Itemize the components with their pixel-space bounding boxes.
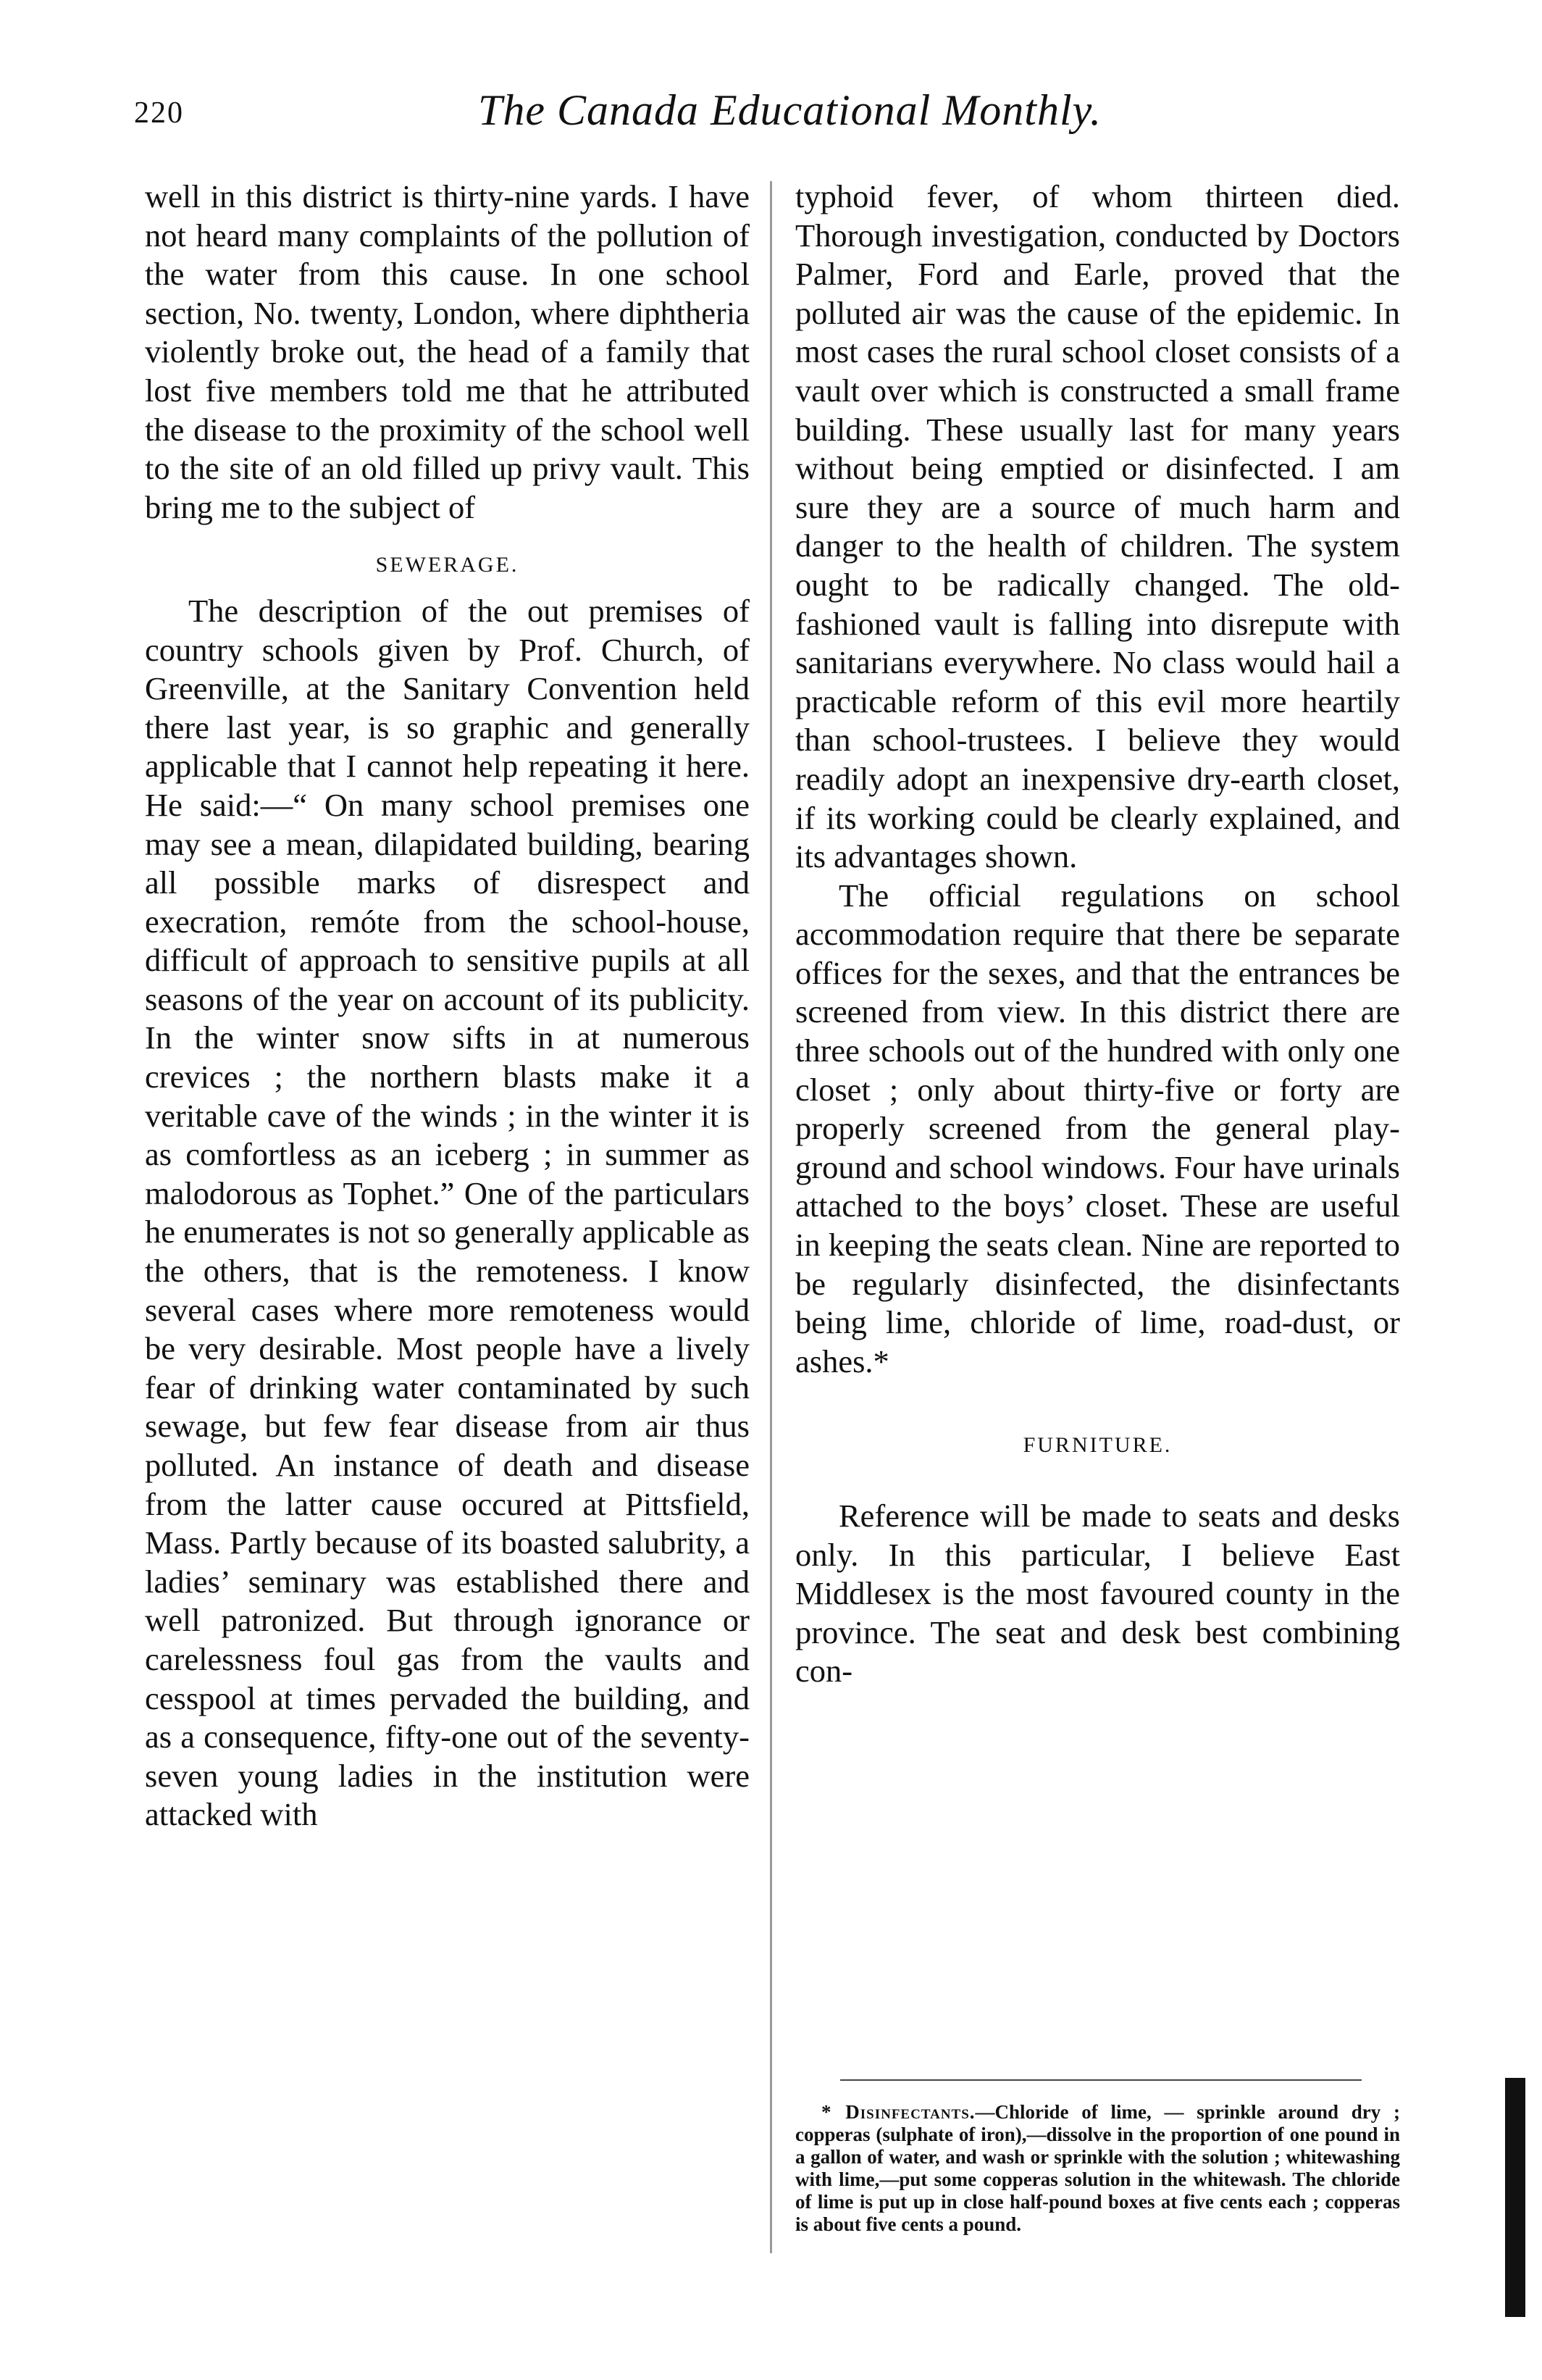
paragraph: well in this district is thirty-nine yards. I have not heard many complaints of the pollution of the water from this cause. In one school section, No. twenty, London, where diphtheria violently broke out, the head of a family that lost five members told me that he attributed the disease to the proximity of the school well to the site of an old filled up privy vault. This bring me to the subject of <box>145 178 750 525</box>
footnote <box>795 2101 1400 2236</box>
paragraph: typhoid fever, of whom thirteen died. Thorough investigation, conducted by Doctors Palmer, Ford and Earle, proved that the polluted air was the cause of the epidemic. In most cases the rural school closet consists of a vault over which is constructed a small frame building. These usually last for many years without being emptied or disinfected. I am sure they are a source of much harm and danger to the health of children. The system ought to be radically changed. The old-fashioned vault is falling into disrepute with sanitarians everywhere. No class would hail a practicable reform of this evil more heartily than school-trustees. I believe they would readily adopt an inexpensive dry-earth closet, if its working could be clearly explained, and its advantages shown. <box>795 178 1400 875</box>
footnote-lead: * Disinfectants. <box>821 2101 976 2123</box>
paragraph: The description of the out premises of country schools given by Prof. Church, of Greenville, at the Sanitary Convention held there last year, is so graphic and generally applicable that I cannot help repeating it here. He said:—“ On many school premises one may see a mean, dilapidated building, bearing all possible marks of disrespect and execration, remóte from the school-house, difficult of approach to sensitive pupils at all seasons of the year on account of its publicity. In the winter snow sifts in at numerous crevices ; the northern blasts make it a veritable cave of the winds ; in the winter it is as comfortless as an iceberg ; in summer as malodorous as Tophet.” One of the particulars he enumerates is not so generally applicable as the others, that is the remoteness. I know several cases where more remoteness would be very desirable. Most people have a lively fear of drinking water contaminated by such sewage, but few fear disease from air thus polluted. An instance of death and disease from the latter cause occured at Pittsfield, Mass. Partly because of its boasted salubrity, a ladies’ seminary was established there and well patronized. But through ignorance or carelessness foul gas from the vaults and cesspool at times pervaded the building, and as a consequence, fifty-one out of the seventy-seven young ladies in the institution were attacked with <box>145 592 750 1833</box>
footnote-divider <box>840 2079 1362 2081</box>
page-edge-mark <box>1505 2078 1525 2317</box>
footnote-text: —Chloride of lime, — sprinkle around dry ; copperas (sulphate of iron),—dissolve in the proportion of one pound in a gallon of water, and wash or sprinkle with the solution ; whitewashing with lime,—put some copperas solution in the whitewash. The chloride of lime is put up in close half-pound boxes at five cents each ; copperas is about five cents a pound. <box>795 2101 1400 2235</box>
paragraph: The official regulations on school accommodation require that there be separate offices for the sexes, and that the entrances be screened from view. In this district there are three schools out of the hundred with only one closet ; only about thirty-five or forty are properly screened from the general play-ground and school windows. Four have urinals attached to the boys’ closet. These are useful in keeping the seats clean. Nine are reported to be regularly disinfected, the disinfectants being lime, chloride of lime, road-dust, or ashes.* <box>795 877 1400 1379</box>
page-number: 220 <box>134 96 184 130</box>
left-column <box>145 178 750 1834</box>
section-heading-sewerage: SEWERAGE. <box>375 553 519 577</box>
right-column <box>795 178 1400 1691</box>
section-heading-furniture: FURNITURE. <box>1023 1433 1173 1458</box>
paragraph: Reference will be made to seats and desks only. In this particular, I believe East Middlesex is the most favoured county in the province. The seat and desk best combining con- <box>795 1498 1400 1690</box>
running-title: The Canada Educational Monthly. <box>478 86 1102 134</box>
column-divider <box>770 181 772 2253</box>
